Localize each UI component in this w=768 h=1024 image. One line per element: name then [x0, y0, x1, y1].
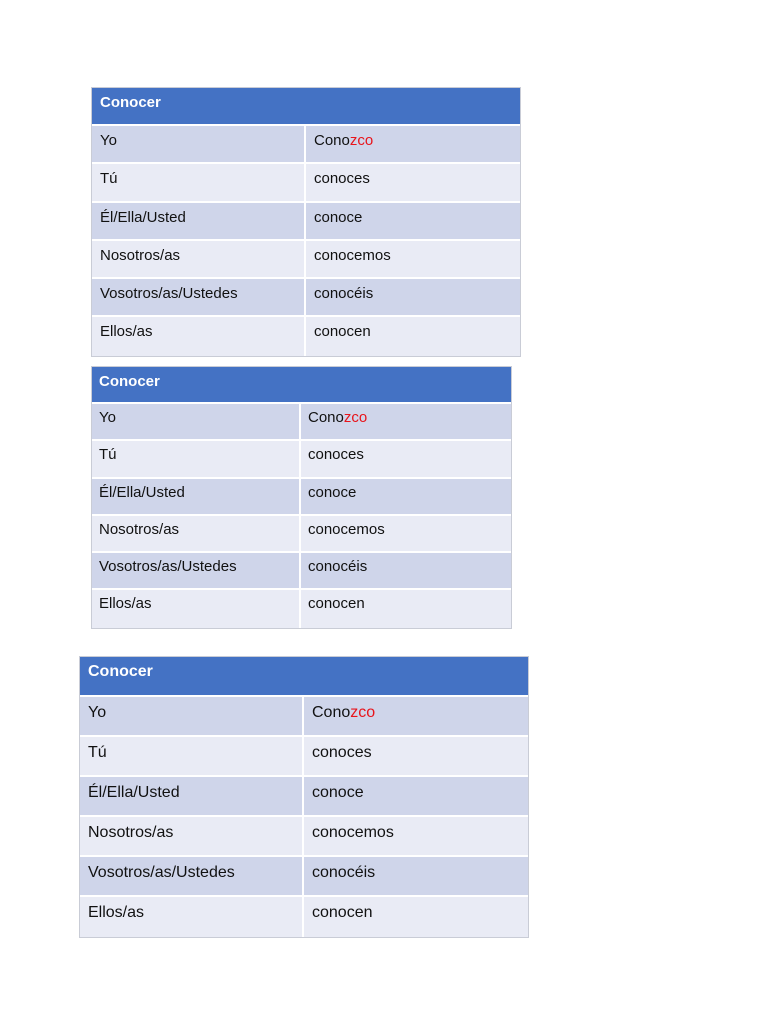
pronoun-cell: Ellos/as	[80, 897, 304, 937]
table-row	[80, 777, 528, 817]
pronoun-cell: Él/Ella/Usted	[92, 203, 306, 239]
verb-form-cell: conocen	[308, 595, 365, 613]
conjugation-table-2	[91, 366, 512, 629]
pronoun-cell: Ellos/as	[92, 590, 301, 627]
table-row	[92, 590, 511, 627]
verb-stem: Cono	[308, 409, 344, 426]
verb-form-cell	[301, 404, 374, 439]
pronoun-cell: Nosotros/as	[80, 817, 304, 855]
verb-form-cell: conocemos	[312, 824, 394, 841]
pronoun-cell: Vosotros/as/Ustedes	[92, 553, 301, 588]
table-row	[92, 479, 511, 516]
pronoun-cell: Nosotros/as	[92, 516, 301, 551]
table-row	[80, 857, 528, 897]
table-row	[92, 404, 511, 441]
irregular-ending: zco	[350, 704, 376, 721]
verb-form-cell: conocéis	[308, 558, 368, 576]
verb-form-cell: conoces	[312, 744, 372, 761]
irregular-ending: zco	[349, 132, 374, 149]
table-title: Conocer	[92, 367, 511, 404]
verb-stem: Cono	[312, 704, 351, 721]
verb-form-cell: conocéis	[314, 285, 374, 303]
pronoun-cell: Yo	[92, 404, 301, 439]
verb-form-cell: conoce	[314, 208, 363, 226]
table-row	[80, 697, 528, 737]
verb-form-cell	[306, 126, 381, 162]
pronoun-cell: Vosotros/as/Ustedes	[80, 857, 304, 895]
verb-form-cell: conocemos	[314, 246, 391, 264]
pronoun-cell: Él/Ella/Usted	[80, 777, 304, 815]
pronoun-cell: Él/Ella/Usted	[92, 479, 301, 514]
verb-form-cell: conoces	[308, 446, 364, 464]
pronoun-cell: Ellos/as	[92, 317, 306, 355]
table-row	[80, 737, 528, 777]
irregular-ending: zco	[343, 409, 368, 426]
verb-form-cell	[304, 697, 383, 735]
table-row	[92, 317, 520, 355]
table-title: Conocer	[92, 88, 520, 126]
table-row	[92, 126, 520, 164]
table-row	[92, 164, 520, 202]
pronoun-cell: Vosotros/as/Ustedes	[92, 279, 306, 315]
verb-form-cell: conoce	[312, 784, 364, 801]
verb-form-cell: conoce	[308, 483, 357, 501]
table-row	[80, 817, 528, 857]
table-row	[92, 553, 511, 590]
conjugation-table-1	[91, 87, 521, 357]
table-row	[80, 897, 528, 937]
verb-stem: Cono	[314, 132, 350, 149]
table-row	[92, 441, 511, 478]
table-row	[92, 279, 520, 317]
conjugation-table-3	[79, 656, 529, 938]
verb-form-cell: conocen	[314, 323, 371, 341]
pronoun-cell: Yo	[80, 697, 304, 735]
verb-form-cell: conocéis	[312, 864, 376, 881]
verb-form-cell: conoces	[314, 170, 370, 188]
table-row	[92, 241, 520, 279]
pronoun-cell: Tú	[92, 441, 301, 476]
pronoun-cell: Nosotros/as	[92, 241, 306, 277]
pronoun-cell: Tú	[92, 164, 306, 200]
table-row	[92, 203, 520, 241]
table-title: Conocer	[80, 657, 528, 697]
table-row	[92, 516, 511, 553]
pronoun-cell: Tú	[80, 737, 304, 775]
verb-form-cell: conocen	[312, 904, 373, 921]
pronoun-cell: Yo	[92, 126, 306, 162]
verb-form-cell: conocemos	[308, 520, 385, 538]
